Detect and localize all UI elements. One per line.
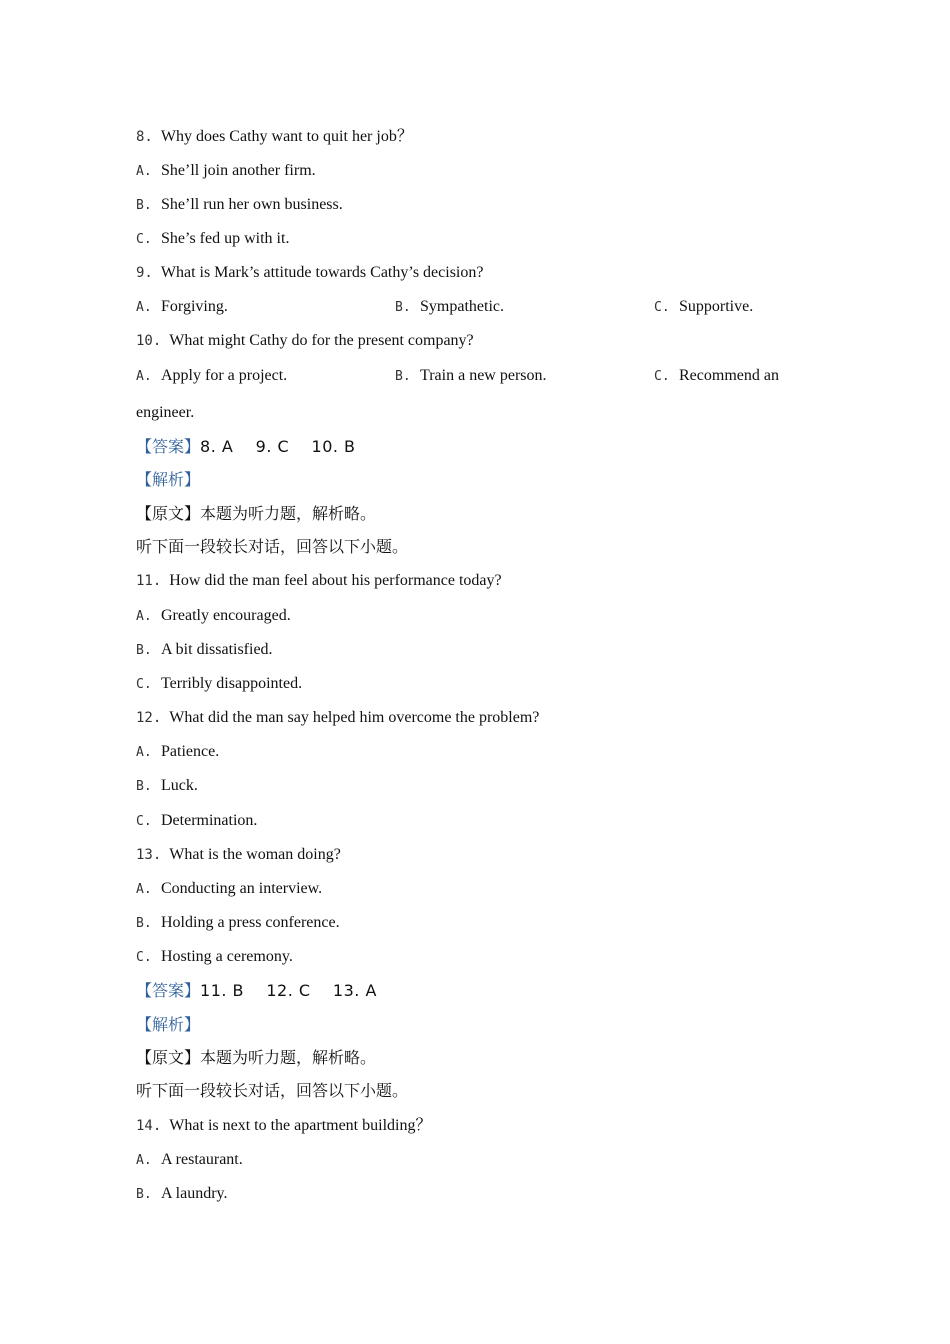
question-number: 8. — [136, 129, 153, 145]
original-line — [136, 505, 376, 525]
option-a: A. Forgiving. — [136, 298, 228, 315]
question-number: 10. — [136, 333, 162, 349]
question-10 — [136, 331, 474, 351]
question-9 — [136, 263, 483, 283]
instruction-text: 听下面一段较长对话，回答以下小题。 — [136, 1083, 409, 1100]
answer-tag: 【答案】 — [136, 983, 201, 1000]
question-12 — [136, 708, 539, 728]
option-c: C. She’s fed up with it. — [136, 230, 290, 247]
question-number: 9. — [136, 265, 153, 281]
option-c-wrap: engineer. — [136, 404, 195, 421]
option-b: B. She’ll run her own business. — [136, 196, 343, 213]
answer-line — [136, 437, 356, 458]
option-c: C. Terribly disappointed. — [136, 675, 303, 692]
question-number: 14. — [136, 1118, 162, 1134]
question-text: What is next to the apartment building？ — [169, 1117, 432, 1134]
option-a: A. Conducting an interview. — [136, 880, 323, 897]
question-text: What is Mark’s attitude towards Cathy’s decision? — [160, 264, 484, 281]
option-a: A. She’ll join another firm. — [136, 162, 316, 179]
option-a: A. A restaurant. — [136, 1151, 243, 1168]
option-b: B. A bit dissatisfied. — [136, 641, 273, 658]
analysis-tag: 【解析】 — [136, 472, 201, 489]
question-11 — [136, 571, 502, 591]
option-a: A. Patience. — [136, 743, 220, 760]
option-b: B. Holding a press conference. — [136, 914, 340, 931]
original-text: 本题为听力题，解析略。 — [200, 1050, 377, 1067]
question-number: 12. — [136, 710, 162, 726]
option-c: C. Recommend an — [654, 367, 779, 384]
answer-line — [136, 981, 377, 1002]
option-c: C. Supportive. — [654, 298, 754, 315]
option-c: C. Hosting a ceremony. — [136, 948, 293, 965]
answer-tag: 【答案】 — [136, 439, 201, 456]
option-a: A. Apply for a project. — [136, 367, 288, 384]
answer-text: 11. B 12. C 13. A — [200, 981, 377, 1000]
question-14 — [136, 1116, 431, 1136]
option-c: C. Determination. — [136, 812, 258, 829]
answer-text: 8. A 9. C 10. B — [200, 437, 356, 456]
original-line — [136, 1049, 376, 1069]
original-tag: 【原文】 — [136, 1050, 201, 1067]
question-number: 13. — [136, 847, 162, 863]
original-text: 本题为听力题，解析略。 — [200, 506, 377, 523]
option-a: A. Greatly encouraged. — [136, 607, 291, 624]
option-b: B. Train a new person. — [395, 367, 547, 384]
question-text: What might Cathy do for the present company? — [169, 332, 474, 349]
original-tag: 【原文】 — [136, 506, 201, 523]
instruction-text: 听下面一段较长对话，回答以下小题。 — [136, 539, 409, 556]
question-8 — [136, 127, 413, 147]
option-b: B. A laundry. — [136, 1185, 228, 1202]
question-text: What is the woman doing? — [169, 846, 341, 863]
question-13 — [136, 845, 341, 865]
analysis-tag: 【解析】 — [136, 1017, 201, 1034]
question-number: 11. — [136, 573, 162, 589]
option-b: B. Luck. — [136, 777, 198, 794]
question-text: What did the man say helped him overcome the problem? — [169, 709, 540, 726]
question-text: How did the man feel about his performance today? — [169, 572, 502, 589]
question-text: Why does Cathy want to quit her job？ — [160, 128, 413, 145]
option-b: B. Sympathetic. — [395, 298, 504, 315]
